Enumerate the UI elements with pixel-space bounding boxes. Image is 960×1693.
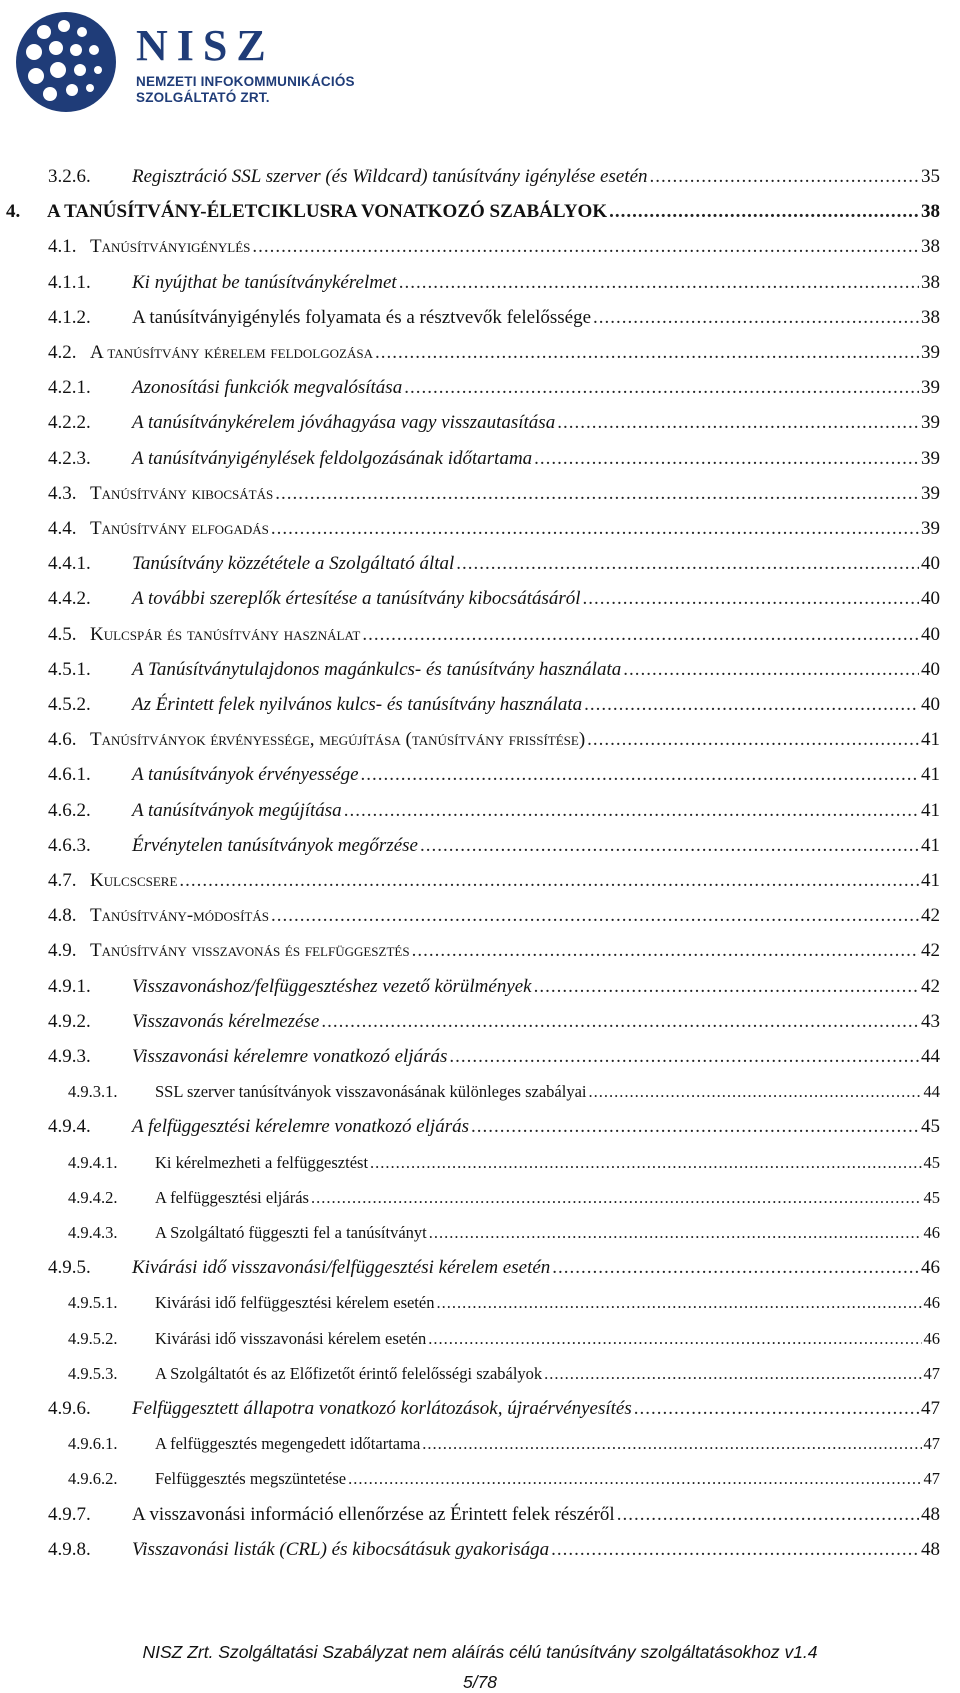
toc-entry-page: 39 [921, 377, 940, 399]
toc-entry-line [132, 406, 940, 440]
toc-entry-line [155, 1462, 940, 1496]
toc-entry-line [90, 899, 940, 933]
toc-entry-page: 35 [921, 166, 940, 187]
toc-entry-page: 38 [921, 201, 940, 223]
toc-dot-leader [544, 1357, 921, 1391]
toc-dot-leader [552, 1251, 919, 1285]
toc-entry-number: 4.7. [48, 870, 77, 891]
toc-dot-leader [375, 336, 919, 370]
toc-entry[interactable] [0, 266, 960, 300]
toc-entry-title: A tanúsítványok megújítása [132, 799, 342, 821]
toc-entry-page: 39 [921, 447, 940, 469]
toc-entry-page: 38 [921, 271, 940, 293]
toc-entry-line [132, 371, 940, 405]
toc-entry[interactable] [0, 582, 960, 616]
toc-entry-number: 4.9.5. [48, 1257, 91, 1279]
toc-dot-leader [471, 1110, 919, 1144]
toc-entry-line [132, 160, 940, 194]
toc-entry-title: Tanúsítvány visszavonás és felfüggesztés [90, 940, 410, 962]
toc-entry-title: A Szolgáltató függeszti fel a tanúsítványt [155, 1223, 427, 1242]
toc-entry-line [132, 688, 940, 722]
toc-entry-title: Ki nyújthat be tanúsítványkérelmet [132, 271, 397, 293]
toc-entry-number: 4.9.5.2. [68, 1328, 118, 1348]
toc-entry[interactable] [0, 1005, 960, 1039]
toc-entry[interactable] [0, 794, 960, 828]
toc-dot-leader [370, 1146, 921, 1180]
toc-entry-title: A TANÚSÍTVÁNY-ÉLETCIKLUSRA VONATKOZÓ SZABÁLYOK [47, 201, 608, 223]
toc-entry-number: 4.6. [48, 729, 77, 751]
toc-dot-leader [534, 970, 919, 1004]
toc-dot-leader [456, 547, 919, 581]
toc-entry-page: 47 [923, 1363, 940, 1383]
toc-entry-page: 44 [921, 1046, 940, 1067]
toc-entry-number: 4.9.5.3. [68, 1363, 118, 1383]
logo-name: NISZ [136, 21, 275, 70]
toc-entry-line [132, 266, 940, 300]
toc-entry-page: 46 [921, 1257, 940, 1279]
toc-entry-page: 41 [921, 834, 940, 856]
toc-entry-number: 4.6.1. [48, 764, 91, 786]
toc-entry[interactable] [0, 547, 960, 581]
toc-entry[interactable] [0, 1146, 960, 1180]
toc-entry-line [132, 794, 940, 828]
toc-entry[interactable] [0, 1110, 960, 1144]
toc-entry-page: 43 [921, 1010, 940, 1032]
toc-dot-leader [271, 899, 919, 933]
toc-entry-line [132, 653, 940, 687]
toc-entry-line [132, 829, 940, 863]
toc-entry-number: 4.1.2. [48, 306, 91, 328]
toc-dot-leader [588, 1075, 921, 1109]
toc-entry-line [90, 723, 940, 757]
toc-dot-leader [399, 266, 919, 300]
toc-entry-number: 4.9.4. [48, 1116, 91, 1138]
toc-dot-leader [311, 1181, 922, 1215]
toc-entry-page: 47 [923, 1469, 940, 1489]
toc-entry-page: 45 [921, 1116, 940, 1138]
toc-entry-title: A tanúsítványigénylések feldolgozásának időtartama [132, 447, 533, 469]
toc-entry-page: 40 [921, 588, 940, 610]
toc-entry-number: 4.5.1. [48, 658, 91, 680]
toc-entry[interactable] [0, 442, 960, 476]
toc-entry-page: 40 [921, 694, 940, 715]
toc-entry-line [132, 970, 940, 1004]
toc-entry-line [90, 336, 940, 370]
toc-entry-line [132, 1533, 940, 1567]
toc-entry-title: Érvénytelen tanúsítványok megőrzése [132, 834, 418, 856]
toc-entry-page: 41 [921, 799, 940, 821]
toc-entry[interactable] [0, 1498, 960, 1532]
toc-dot-leader [436, 1286, 921, 1320]
toc-dot-leader [593, 301, 919, 335]
toc-entry-line [132, 582, 940, 616]
toc-entry[interactable] [0, 970, 960, 1004]
toc-dot-leader [583, 582, 919, 616]
toc-entry[interactable] [0, 1286, 960, 1320]
toc-entry[interactable] [0, 371, 960, 405]
toc-entry-title: Tanúsítvány-módosítás [90, 905, 269, 927]
toc-entry-number: 4.2.2. [48, 412, 91, 434]
toc-entry[interactable] [0, 195, 960, 229]
toc-entry-page: 47 [923, 1434, 940, 1454]
toc-entry-line [155, 1146, 940, 1180]
toc-entry-page: 38 [921, 236, 940, 258]
toc-dot-leader [650, 160, 919, 194]
toc-entry-number: 4.9.3.1. [68, 1082, 118, 1102]
toc-entry-title: A felfüggesztés megengedett időtartama [155, 1434, 421, 1454]
toc-entry-line [90, 477, 940, 511]
toc-dot-leader [429, 1216, 922, 1250]
toc-entry-line [90, 864, 940, 898]
toc-entry-title: Kivárási idő visszavonási kérelem esetén [155, 1328, 427, 1348]
toc-entry-line [132, 1392, 940, 1426]
toc-dot-leader [422, 1427, 921, 1461]
toc-entry-title: A tanúsítvány kérelem feldolgozása [90, 342, 373, 363]
footer-document-title: NISZ Zrt. Szolgáltatási Szabályzat nem aláírás célú tanúsítvány szolgáltatásokhoz v1.4 [142, 1642, 818, 1662]
toc-entry-number: 4.5.2. [48, 694, 91, 715]
toc-entry-number: 4.9.4.2. [68, 1187, 118, 1207]
toc-entry-title: Kivárási idő visszavonási/felfüggesztési kérelem esetén [132, 1257, 551, 1279]
toc-entry-title: Tanúsítvány közzététele a Szolgáltató által [132, 553, 455, 575]
toc-entry-number: 4.6.2. [48, 799, 91, 821]
toc-entry-number: 4.4.2. [48, 588, 91, 610]
toc-dot-leader [584, 688, 919, 722]
toc-entry-page: 40 [921, 553, 940, 575]
toc-entry[interactable] [0, 477, 960, 511]
toc-entry[interactable] [0, 864, 960, 898]
toc-entry-page: 48 [921, 1538, 940, 1560]
toc-entry-title: Ki kérelmezheti a felfüggesztést [155, 1152, 369, 1172]
toc-entry[interactable] [0, 618, 960, 652]
toc-dot-leader [344, 794, 919, 828]
toc-entry[interactable] [0, 1462, 960, 1496]
toc-entry-number: 4.1.1. [48, 271, 91, 293]
toc-entry-page: 41 [921, 764, 940, 786]
toc-entry-line [155, 1075, 940, 1109]
toc-entry-line [155, 1427, 940, 1461]
toc-entry-line [132, 442, 940, 476]
toc-entry-number: 4. [6, 201, 21, 223]
toc-dot-leader [551, 1533, 919, 1567]
toc-entry-number: 4.1. [48, 236, 77, 258]
toc-entry-line [132, 1498, 940, 1532]
toc-entry-title: Tanúsítvány elfogadás [90, 518, 269, 539]
toc-entry-number: 4.5. [48, 623, 77, 645]
toc-entry-title: Az Érintett felek nyilvános kulcs- és tanúsítvány használata [132, 694, 583, 715]
toc-dot-leader [428, 1322, 921, 1356]
toc-entry-number: 4.2.1. [48, 377, 91, 399]
toc-entry-title: Tanúsítvány kibocsátás [90, 482, 274, 504]
toc-entry-page: 44 [923, 1082, 940, 1102]
toc-entry-title: A tanúsítványigénylés folyamata és a résztvevők felelőssége [132, 306, 592, 328]
toc-entry[interactable] [0, 688, 960, 722]
toc-entry-number: 3.2.6. [48, 166, 91, 187]
toc-entry[interactable] [0, 1181, 960, 1215]
toc-entry-line [90, 934, 940, 968]
toc-dot-leader [275, 477, 919, 511]
logo-subtitle-line2: SZOLGÁLTATÓ ZRT. [136, 90, 270, 105]
toc-entry-title: Felfüggesztés megszüntetése [155, 1469, 347, 1489]
toc-entry-page: 46 [923, 1328, 940, 1348]
toc-entry[interactable] [0, 336, 960, 370]
toc-dot-leader [634, 1392, 919, 1426]
toc-entry-line [155, 1357, 940, 1391]
toc-entry-line [155, 1181, 940, 1215]
toc-entry-page: 39 [921, 342, 940, 363]
toc-entry[interactable] [0, 1427, 960, 1461]
toc-entry[interactable] [0, 829, 960, 863]
toc-entry-page: 45 [923, 1187, 940, 1207]
toc-dot-leader [321, 1005, 919, 1039]
toc-entry-page: 42 [921, 905, 940, 927]
toc-entry-page: 41 [921, 729, 940, 751]
toc-entry[interactable] [0, 934, 960, 968]
toc-entry-page: 46 [923, 1223, 940, 1242]
toc-entry-number: 4.9.1. [48, 975, 91, 997]
nisz-dots-logo-icon [14, 10, 118, 114]
toc-dot-leader [534, 442, 919, 476]
toc-entry[interactable] [0, 653, 960, 687]
toc-entry-line [155, 1322, 940, 1356]
toc-entry-title: A Tanúsítványtulajdonos magánkulcs- és tanúsítvány használata [132, 658, 622, 680]
toc-entry-number: 4.2. [48, 342, 77, 363]
toc-entry-title: Visszavonási kérelemre vonatkozó eljárás [132, 1046, 448, 1067]
toc-entry-number: 4.4.1. [48, 553, 91, 575]
toc-entry-title: Tanúsítványigénylés [90, 236, 251, 258]
toc-entry-title: Kivárási idő felfüggesztési kérelem esetén [155, 1293, 435, 1313]
toc-entry-line [132, 758, 940, 792]
toc-dot-leader [362, 618, 919, 652]
toc-entry-number: 4.9.2. [48, 1010, 91, 1032]
toc-entry-page: 41 [921, 870, 940, 891]
toc-entry-title: Tanúsítványok érvényessége, megújítása (tanúsítvány frissítése) [90, 729, 586, 751]
toc-entry-page: 45 [923, 1152, 940, 1172]
toc-dot-leader [361, 758, 919, 792]
toc-entry-number: 4.4. [48, 518, 77, 539]
toc-entry-number: 4.2.3. [48, 447, 91, 469]
toc-entry-line [90, 512, 940, 546]
toc-dot-leader [348, 1462, 921, 1496]
toc-dot-leader [623, 653, 919, 687]
toc-entry-number: 4.3. [48, 482, 77, 504]
toc-entry[interactable] [0, 160, 960, 194]
toc-entry-number: 4.9.8. [48, 1538, 91, 1560]
toc-dot-leader [617, 1498, 919, 1532]
toc-entry-title: Kulcscsere [90, 870, 178, 891]
toc-entry[interactable] [0, 1533, 960, 1567]
toc-entry-line [90, 230, 940, 264]
toc-entry-title: SSL szerver tanúsítványok visszavonásának különleges szabályai [155, 1082, 587, 1102]
toc-entry-title: A felfüggesztési kérelemre vonatkozó eljárás [132, 1116, 469, 1138]
company-logo [14, 10, 374, 114]
toc-dot-leader [609, 195, 919, 229]
toc-entry-number: 4.9.6. [48, 1398, 91, 1419]
toc-dot-leader [449, 1040, 919, 1074]
toc-entry-title: A Szolgáltatót és az Előfizetőt érintő felelősségi szabályok [155, 1363, 543, 1383]
toc-dot-leader [252, 230, 919, 264]
toc-entry-title: A tanúsítványkérelem jóváhagyása vagy visszautasítása [132, 412, 556, 434]
logo-subtitle-line1: NEMZETI INFOKOMMUNIKÁCIÓS [136, 74, 355, 89]
toc-entry[interactable] [0, 230, 960, 264]
toc-entry-page: 39 [921, 482, 940, 504]
toc-entry-line [132, 1040, 940, 1074]
toc-entry[interactable] [0, 723, 960, 757]
toc-entry-title: A felfüggesztési eljárás [155, 1187, 309, 1207]
toc-entry[interactable] [0, 301, 960, 335]
logo-text [136, 21, 355, 106]
toc-entry-title: A tanúsítványok érvényessége [132, 764, 359, 786]
toc-entry-number: 4.9.6.1. [68, 1434, 118, 1454]
toc-entry-line [47, 195, 940, 229]
toc-entry-line [155, 1286, 940, 1320]
toc-entry-page: 40 [921, 658, 940, 680]
toc-entry-line [132, 1110, 940, 1144]
toc-entry-title: Visszavonáshoz/felfüggesztéshez vezető körülmények [132, 975, 532, 997]
toc-dot-leader [271, 512, 919, 546]
toc-entry-page: 39 [921, 518, 940, 539]
toc-entry-title: A további szereplők értesítése a tanúsítvány kibocsátásáról [132, 588, 581, 610]
toc-entry[interactable] [0, 1322, 960, 1356]
toc-entry-line [90, 618, 940, 652]
toc-entry[interactable] [0, 899, 960, 933]
toc-entry-number: 4.9.4.3. [68, 1223, 118, 1242]
toc-entry[interactable] [0, 1251, 960, 1285]
toc-entry-line [132, 1005, 940, 1039]
toc-entry[interactable] [0, 406, 960, 440]
toc-entry-page: 42 [921, 940, 940, 962]
toc-entry[interactable] [0, 1216, 960, 1250]
toc-dot-leader [557, 406, 919, 440]
toc-entry-page: 40 [921, 623, 940, 645]
toc-entry-title: Kulcspár és tanúsítvány használat [90, 623, 361, 645]
toc-entry-number: 4.9.7. [48, 1503, 91, 1525]
toc-entry[interactable] [0, 512, 960, 546]
toc-entry-page: 39 [921, 412, 940, 434]
toc-entry-title: Regisztráció SSL szerver (és Wildcard) tanúsítvány igénylése esetén [132, 166, 648, 187]
toc-entry[interactable] [0, 1075, 960, 1109]
toc-entry[interactable] [0, 758, 960, 792]
toc-entry-number: 4.9.3. [48, 1046, 91, 1067]
toc-entry-number: 4.9.4.1. [68, 1152, 118, 1172]
toc-entry-title: Visszavonás kérelmezése [132, 1010, 320, 1032]
toc-dot-leader [179, 864, 919, 898]
toc-entry-number: 4.9. [48, 940, 77, 962]
toc-entry-line [132, 1251, 940, 1285]
toc-dot-leader [404, 371, 919, 405]
toc-entry-title: A visszavonási információ ellenőrzése az Érintett felek részéről [132, 1503, 615, 1525]
toc-dot-leader [412, 934, 919, 968]
toc-entry[interactable] [0, 1040, 960, 1074]
toc-entry-number: 4.9.6.2. [68, 1469, 118, 1489]
toc-entry-title: Felfüggesztett állapotra vonatkozó korlátozások, újraérvényesítés [132, 1398, 632, 1419]
toc-entry-page: 47 [921, 1398, 940, 1419]
toc-dot-leader [587, 723, 919, 757]
toc-entry-number: 4.9.5.1. [68, 1293, 118, 1313]
page-number: 5/78 [462, 1672, 498, 1692]
toc-entry-title: Visszavonási listák (CRL) és kibocsátásuk gyakorisága [132, 1538, 550, 1560]
toc-entry-page: 38 [921, 306, 940, 328]
toc-entry-number: 4.6.3. [48, 834, 91, 856]
toc-entry-line [155, 1216, 940, 1250]
toc-entry-page: 48 [921, 1503, 940, 1525]
toc-entry-number: 4.8. [48, 905, 77, 927]
toc-entry[interactable] [0, 1392, 960, 1426]
toc-entry-line [132, 547, 940, 581]
toc-entry-page: 42 [921, 975, 940, 997]
toc-entry-line [132, 301, 940, 335]
toc-entry[interactable] [0, 1357, 960, 1391]
toc-entry-page: 46 [923, 1293, 940, 1313]
toc-entry-title: Azonosítási funkciók megvalósítása [132, 377, 403, 399]
toc-dot-leader [420, 829, 919, 863]
